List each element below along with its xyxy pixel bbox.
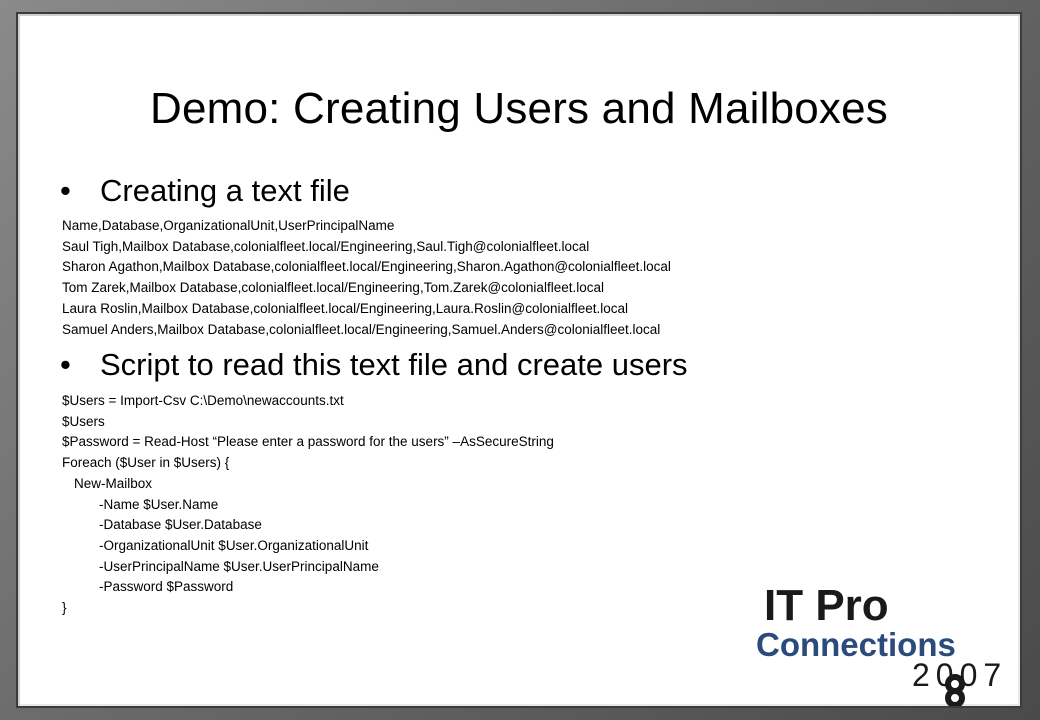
bullet-creating-text-file [60,173,350,209]
code-line: -Name $User.Name [99,496,219,512]
code-line: -Database $User.Database [99,517,262,533]
csv-line: Name,Database,OrganizationalUnit,UserPrincipalName [62,218,395,233]
code-line: Foreach ($User in $Users) { [62,455,230,471]
bullet-dot: • [60,347,71,382]
script-code-block [62,391,554,619]
code-line: $Password = Read-Host “Please enter a password for the users” –AsSecureString [62,434,554,450]
code-line: -Password $Password [99,579,234,595]
code-line: $Users = Import-Csv C:\Demo\newaccounts.txt [62,393,344,408]
logo-connections-text: Connections [756,626,956,663]
it-pro-connections-logo [752,580,1020,706]
code-line: -OrganizationalUnit $User.OrganizationalUnit [99,537,369,553]
csv-line: Sharon Agathon,Mailbox Database,colonialfleet.local/Engineering,Sharon.Agathon@colonialfleet.local [62,259,671,275]
csv-line: Laura Roslin,Mailbox Database,colonialfleet.local/Engineering,Laura.Roslin@colonialfleet.local [62,300,629,316]
csv-line: Tom Zarek,Mailbox Database,colonialfleet.local/Engineering,Tom.Zarek@colonialfleet.local [62,280,604,296]
csv-line: Saul Tigh,Mailbox Database,colonialfleet.local/Engineering,Saul.Tigh@colonialfleet.local [62,238,590,254]
csv-text-block [62,216,671,340]
logo-it-pro-text: IT Pro [764,581,889,630]
csv-line: Samuel Anders,Mailbox Database,colonialfleet.local/Engineering,Samuel.Anders@colonialfleet.local [62,321,661,337]
bullet-label: Script to read this text file and create users [100,347,688,382]
code-line: -UserPrincipalName $User.UserPrincipalName [99,558,379,574]
slide [18,14,1020,706]
bullet-dot: • [60,173,71,208]
slide-title: Demo: Creating Users and Mailboxes [150,84,888,133]
code-line: New-Mailbox [74,475,153,491]
bullet-label: Creating a text file [100,173,350,208]
logo-year-text: 2007 [912,657,1008,693]
code-line: $Users [62,413,105,429]
bullet-script [60,347,688,383]
code-line: } [62,600,67,616]
